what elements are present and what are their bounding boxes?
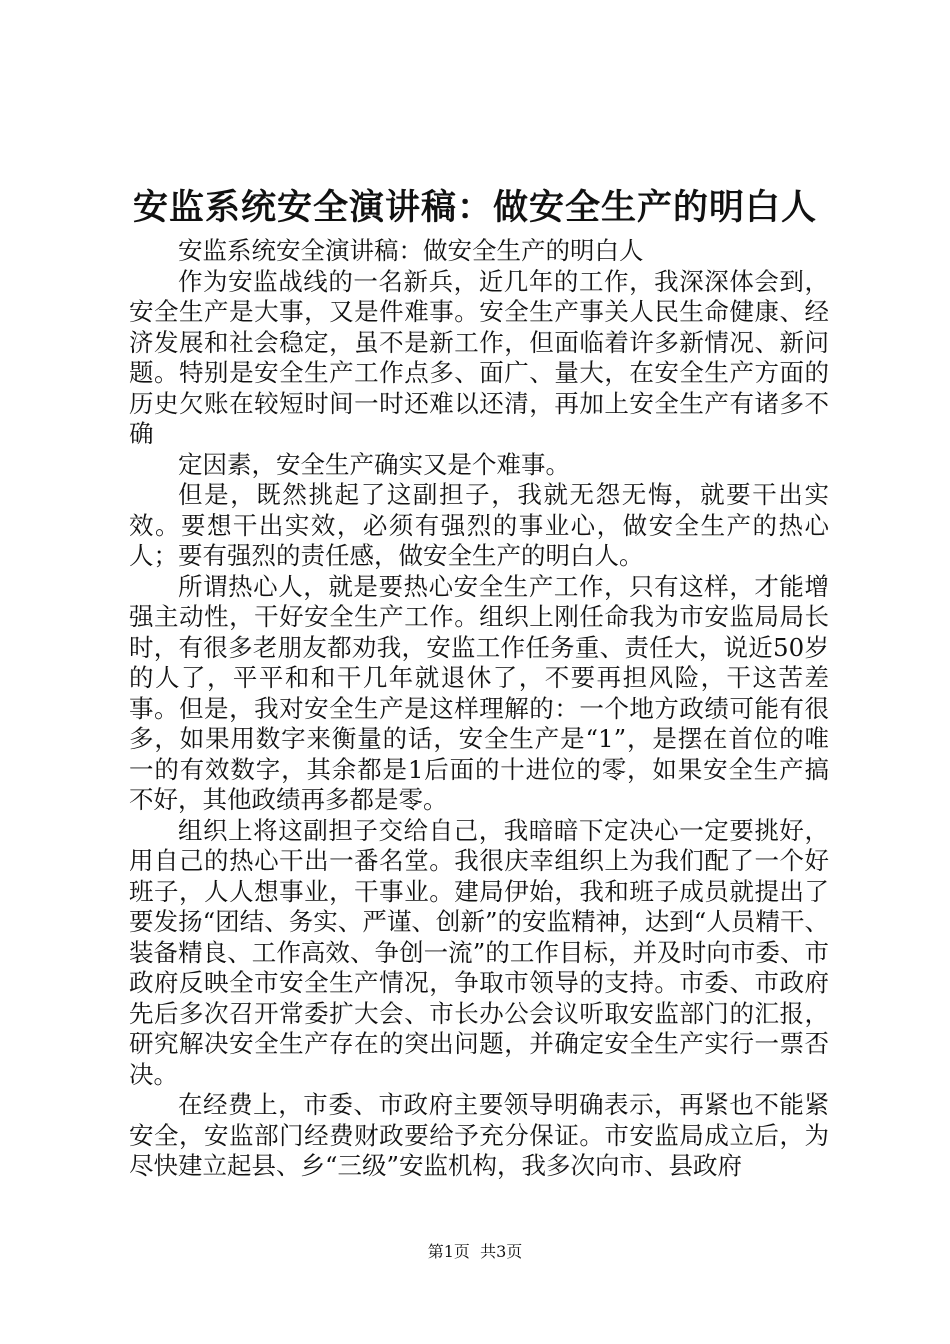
paragraph-4: 所谓热心人，就是要热心安全生产工作，只有这样，才能增强主动性，干好安全生产工作。组织上刚任命我为市安监局局长时，有很多老朋友都劝我，安监工作任务重、责任大，说近50岁的人了，平平和和干几年就退休了，不要再担风险，干这苦差事。但是，我对安全生产是这样理解的：一个地方政绩可能有很多，如果用数字来衡量的话，安全生产是“1”，是摆在首位的唯一的有效数字，其余都是1后面的十进位的零，如果安全生产搞不好，其他政绩再多都是零。 (129, 571, 829, 814)
page-footer (0, 1241, 950, 1263)
document-title: 安监系统安全演讲稿：做安全生产的明白人 (132, 187, 817, 228)
paragraph-1: 作为安监战线的一名新兵，近几年的工作，我深深体会到，安全生产是大事，又是件难事。安全生产事关人民生命健康、经济发展和社会稳定，虽不是新工作，但面临着许多新情况、新问题。特别是安全生产工作点多、面广、量大，在安全生产方面的历史欠账在较短时间一时还难以还清，再加上安全生产有诸多不确 (129, 266, 829, 448)
paragraph-6: 在经费上，市委、市政府主要领导明确表示，再紧也不能紧安全，安监部门经费财政要给予充分保证。市安监局成立后，为尽快建立起县、乡“三级”安监机构，我多次向市、县政府 (129, 1090, 829, 1180)
paragraph-5: 组织上将这副担子交给自己，我暗暗下定决心一定要挑好，用自己的热心干出一番名堂。我很庆幸组织上为我们配了一个好班子，人人想事业，干事业。建局伊始，我和班子成员就提出了要发扬“团结、务实、严谨、创新”的安监精神，达到“人员精干、装备精良、工作高效、争创一流”的工作目标，并及时向市委、市政府反映全市安全生产情况，争取市领导的支持。市委、市政府先后多次召开常委扩大会、市长办公会议听取安监部门的汇报，研究解决安全生产存在的突出问题，并确定安全生产实行一票否决。 (129, 815, 829, 1089)
paragraph-subtitle: 安监系统安全演讲稿：做安全生产的明白人 (178, 236, 644, 265)
paragraph-3: 但是，既然挑起了这副担子，我就无怨无悔，就要干出实效。要想干出实效，必须有强烈的事业心，做安全生产的热心人；要有强烈的责任感，做安全生产的明白人。 (129, 480, 829, 570)
paragraph-2: 定因素，安全生产确实又是个难事。 (178, 449, 570, 479)
page-number-label: 第1页 共3页 (427, 1242, 523, 1261)
document-body (129, 236, 829, 1182)
